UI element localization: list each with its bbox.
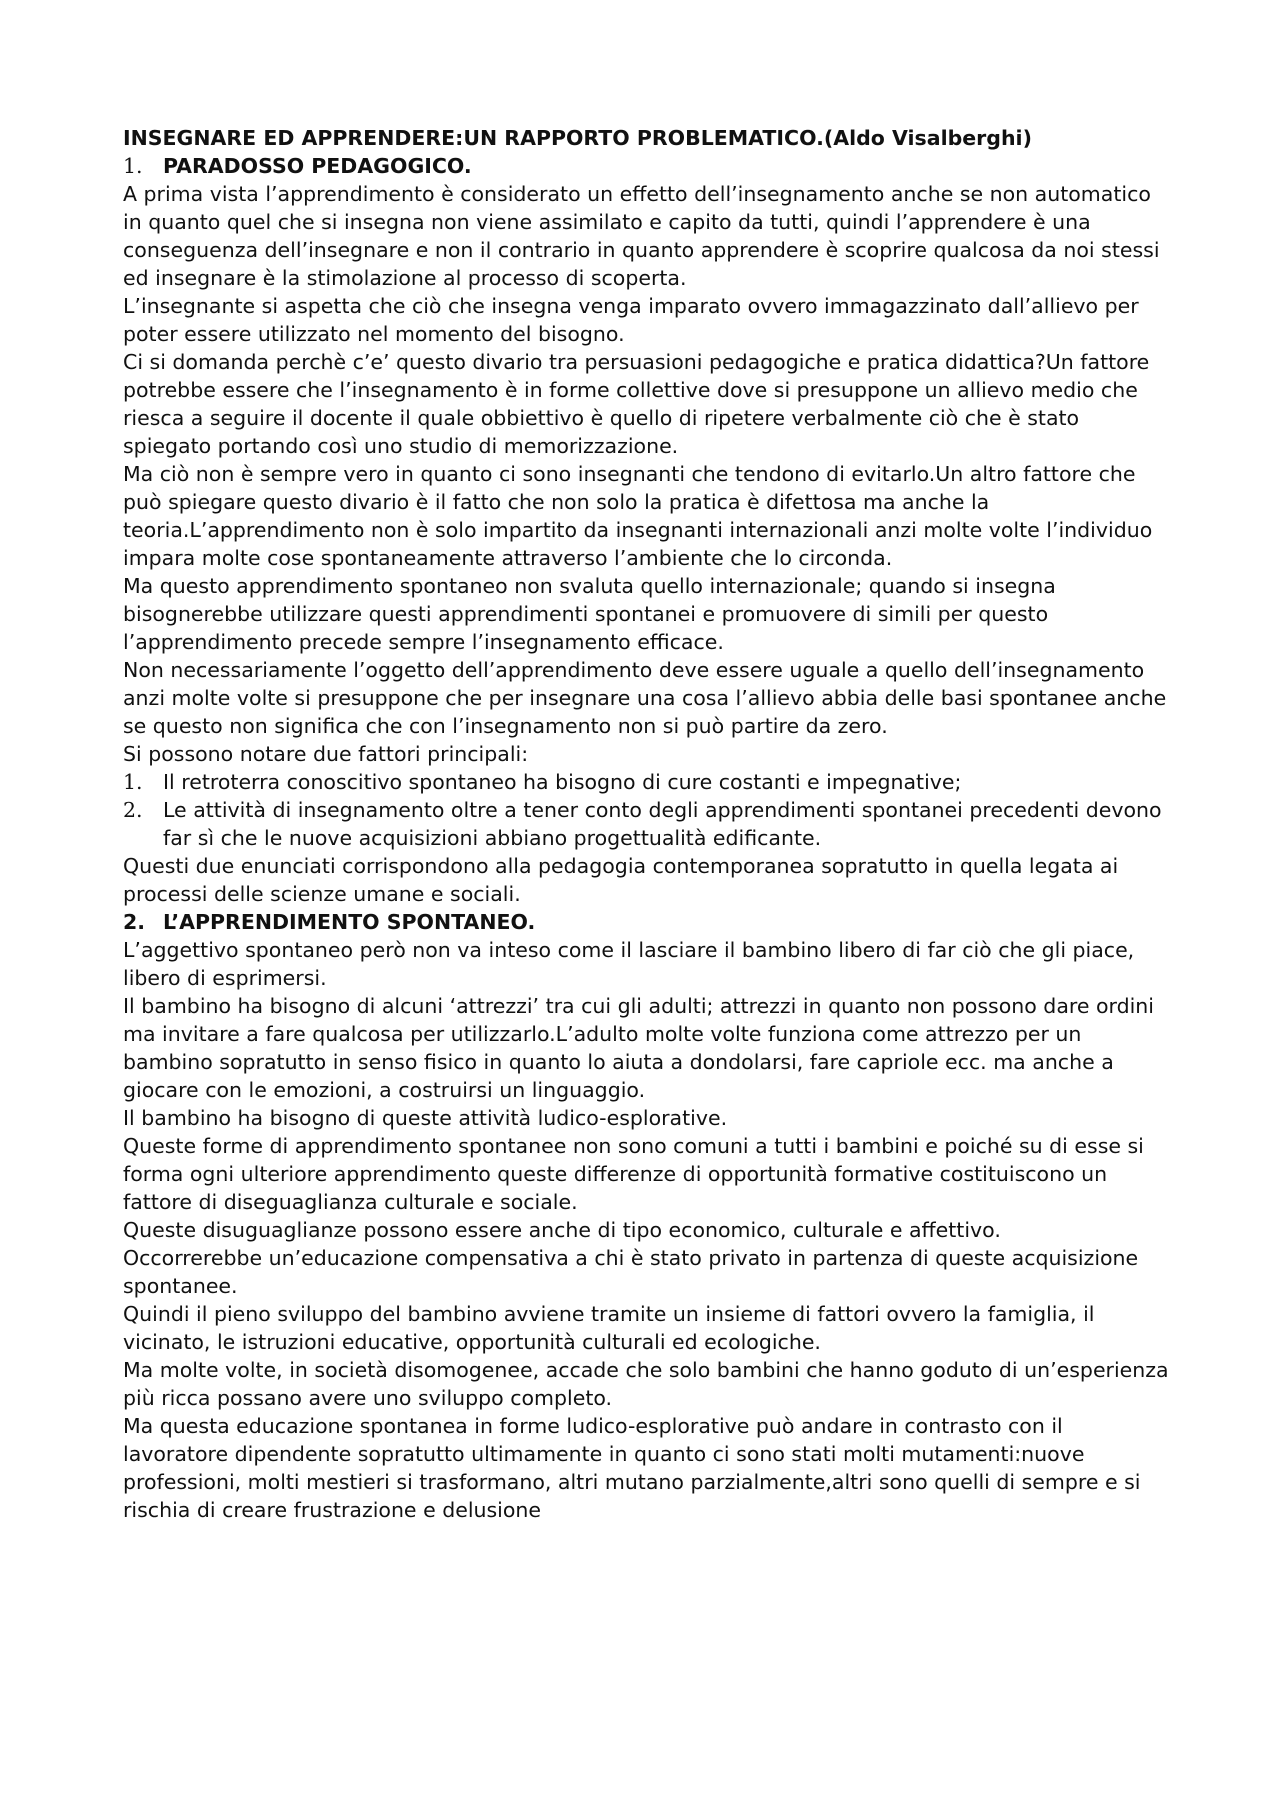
paragraph: Ma ciò non è sempre vero in quanto ci sono insegnanti che tendono di evitarlo.Un altro fattore che può spiegare questo divario è il fatto che non solo la pratica è difettosa ma anche la teoria.L’apprendimento non è solo impartito da insegnanti internazionali anzi molte volte l’individuo impara molte cose spontaneamente attraverso l’ambiente che lo circonda. xyxy=(123,462,1153,570)
paragraph: Ma questa educazione spontanea in forme ludico-esplorative può andare in contrasto con il lavoratore dipendente sopratutto ultimamente in quanto ci sono stati molti mutamenti:nuove professioni, molti mestieri si trasformano, altri mutano parzialmente,altri sono quelli di sempre e si rischia di creare frustrazione e delusione xyxy=(123,1414,1141,1522)
paragraph: Ma molte volte, in società disomogenee, accade che solo bambini che hanno goduto di un’esperienza più ricca possano avere uno sviluppo completo. xyxy=(123,1358,1169,1410)
paragraph: Occorrerebbe un’educazione compensativa a chi è stato privato in partenza di queste acquisizione spontanee. xyxy=(123,1246,1139,1298)
list-item xyxy=(123,796,1173,852)
list-item-text: Le attività di insegnamento oltre a tener conto degli apprendimenti spontanei precedenti devono far sì che le nuove acquisizioni abbiano progettualità edificante. xyxy=(163,798,1162,850)
paragraph: Ma questo apprendimento spontaneo non svaluta quello internazionale; quando si insegna bisognerebbe utilizzare questi apprendimenti spontanei e promuovere di simili per questo l’apprendimento precede sempre l’insegnamento efficace. xyxy=(123,574,1056,654)
list-item-number: 1. xyxy=(123,770,143,794)
paragraph: Queste forme di apprendimento spontanee non sono comuni a tutti i bambini e poiché su di esse si forma ogni ulteriore apprendimento queste differenze di opportunità formative costituiscono un fattore di diseguaglianza culturale e sociale. xyxy=(123,1134,1144,1214)
paragraph: L’aggettivo spontaneo però non va inteso come il lasciare il bambino libero di far ciò che gli piace, libero di esprimersi. xyxy=(123,938,1135,990)
section-2-heading-text: L’APPRENDIMENTO SPONTANEO. xyxy=(163,910,536,934)
factors-list xyxy=(123,768,1173,852)
paragraph: Il bambino ha bisogno di queste attività ludico-esplorative. xyxy=(123,1106,728,1130)
list-item-text: Il retroterra conoscitivo spontaneo ha bisogno di cure costanti e impegnative; xyxy=(163,770,962,794)
paragraph: Ci si domanda perchè c’e’ questo divario tra persuasioni pedagogiche e pratica didattica?Un fattore potrebbe essere che l’insegnamento è in forme collettive dove si presuppone un allievo medio che riesca a seguire il docente il quale obbiettivo è quello di ripetere verbalmente ciò che è stato spiegato portando così uno studio di memorizzazione. xyxy=(123,350,1150,458)
section-1-heading xyxy=(123,152,1173,180)
list-item-number: 2. xyxy=(123,798,143,822)
paragraph: Si possono notare due fattori principali: xyxy=(123,742,529,766)
section-1-heading-text: PARADOSSO PEDAGOGICO. xyxy=(163,154,472,178)
paragraph: A prima vista l’apprendimento è considerato un effetto dell’insegnamento anche se non automatico in quanto quel che si insegna non viene assimilato e capito da tutti, quindi l’apprendere è una conseguenza dell’insegnare e non il contrario in quanto apprendere è scoprire qualcosa da noi stessi ed insegnare è la stimolazione al processo di scoperta. xyxy=(123,182,1160,290)
document-page xyxy=(123,124,1173,1524)
paragraph: Il bambino ha bisogno di alcuni ‘attrezzi’ tra cui gli adulti; attrezzi in quanto non possono dare ordini ma invitare a fare qualcosa per utilizzarlo.L’adulto molte volte funziona come attrezzo per un bambino sopratutto in senso fisico in quanto lo aiuta a dondolarsi, fare capriole ecc. ma anche a giocare con le emozioni, a costruirsi un linguaggio. xyxy=(123,994,1154,1102)
paragraph: Questi due enunciati corrispondono alla pedagogia contemporanea sopratutto in quella legata ai processi delle scienze umane e sociali. xyxy=(123,854,1119,906)
paragraph: Quindi il pieno sviluppo del bambino avviene tramite un insieme di fattori ovvero la famiglia, il vicinato, le istruzioni educative, opportunità culturali ed ecologiche. xyxy=(123,1302,1095,1354)
paragraph: Non necessariamente l’oggetto dell’apprendimento deve essere uguale a quello dell’insegnamento anzi molte volte si presuppone che per insegnare una cosa l’allievo abbia delle basi spontanee anche se questo non significa che con l’insegnamento non si può partire da zero. xyxy=(123,658,1167,738)
paragraph: L’insegnante si aspetta che ciò che insegna venga imparato ovvero immagazzinato dall’allievo per poter essere utilizzato nel momento del bisogno. xyxy=(123,294,1139,346)
list-item xyxy=(123,768,1173,796)
document-title: INSEGNARE ED APPRENDERE:UN RAPPORTO PROBLEMATICO.(Aldo Visalberghi) xyxy=(123,126,1032,150)
section-1-number: 1. xyxy=(123,154,143,178)
section-2-heading xyxy=(123,908,1173,936)
section-2-number: 2. xyxy=(123,910,146,934)
paragraph: Queste disuguaglianze possono essere anche di tipo economico, culturale e affettivo. xyxy=(123,1218,1001,1242)
